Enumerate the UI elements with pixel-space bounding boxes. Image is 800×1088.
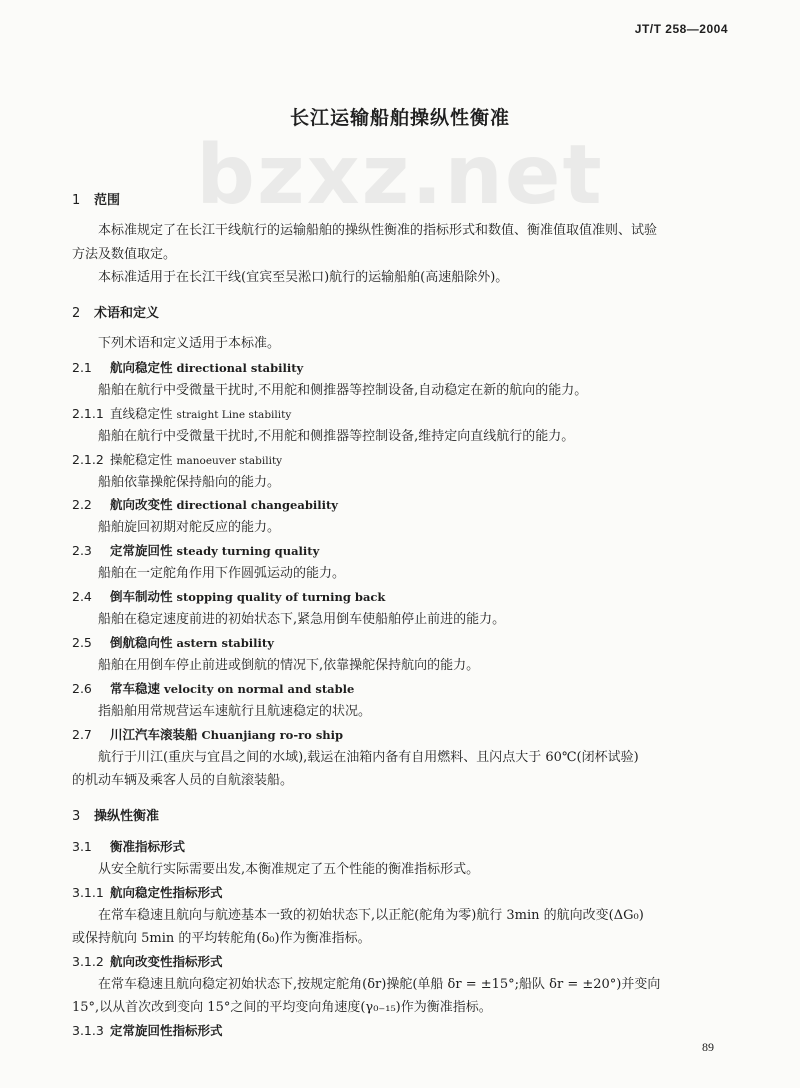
subsection-heading xyxy=(72,681,354,697)
subsection-number: 2.4 xyxy=(72,589,92,604)
section-heading xyxy=(72,809,159,825)
standard-code: JT/T 258—2004 xyxy=(634,22,728,36)
paragraph-line: 或保持航向 5min 的平均转舵角(δ₀)作为衡准指标。 xyxy=(72,931,371,946)
subsection-heading xyxy=(72,497,338,513)
section-title: 范围 xyxy=(94,193,121,208)
subsection-heading xyxy=(72,406,291,423)
term-english: manoeuver stability xyxy=(176,455,283,467)
subsection-number: 2.1.2 xyxy=(72,452,104,467)
term-english: astern stability xyxy=(176,636,274,650)
subsection-number: 2.1.1 xyxy=(72,406,104,421)
subsection-heading xyxy=(72,1023,223,1039)
document-title: 长江运输船舶操纵性衡准 xyxy=(289,107,510,129)
paragraph-line: 船舶在用倒车停止前进或倒航的情况下,依靠操舵保持航向的能力。 xyxy=(98,658,480,673)
term-english: steady turning quality xyxy=(176,544,320,558)
paragraph-line: 指船舶用常规营运车速航行且航速稳定的状况。 xyxy=(98,704,372,719)
subsection-number: 3.1.3 xyxy=(72,1023,104,1038)
paragraph-line: 15°,以从首次改到变向 15°之间的平均变向角速度(γ₀₋₁₅)作为衡准指标。 xyxy=(72,1000,492,1015)
term-english: stopping quality of turning back xyxy=(176,590,386,604)
paragraph-line: 船舶在一定舵角作用下作圆弧运动的能力。 xyxy=(98,566,346,581)
paragraph-line: 在常车稳速且航向与航迹基本一致的初始状态下,以正舵(舵角为零)航行 3min 的航向改变(ΔG₀) xyxy=(98,908,644,923)
subsection-heading xyxy=(72,360,303,376)
paragraph-line: 本标准适用于在长江干线(宜宾至吴淞口)航行的运输船舶(高速船除外)。 xyxy=(98,270,509,285)
subsection-number: 3.1.1 xyxy=(72,885,104,900)
subsection-number: 3.1.2 xyxy=(72,954,104,969)
section-title: 术语和定义 xyxy=(94,306,160,321)
paragraph-line: 在常车稳速且航向稳定初始状态下,按规定舵角(δr)操舵(单船 δr = ±15°;船队 δr = ±20°)并变向 xyxy=(98,977,661,992)
paragraph-line: 船舶依靠操舵保持船向的能力。 xyxy=(98,475,281,490)
paragraph-line: 船舶旋回初期对舵反应的能力。 xyxy=(98,520,281,535)
term-chinese: 直线稳定性 xyxy=(110,406,173,421)
subsection-heading xyxy=(72,635,274,651)
term-chinese: 倒航稳向性 xyxy=(110,635,173,650)
subsection-heading xyxy=(72,543,319,559)
paragraph-line: 从安全航行实际需要出发,本衡准规定了五个性能的衡准指标形式。 xyxy=(98,862,480,877)
paragraph-line: 下列术语和定义适用于本标准。 xyxy=(98,336,281,351)
paragraph-line: 本标准规定了在长江干线航行的运输船舶的操纵性衡准的指标形式和数值、衡准值取值准则、试验 xyxy=(98,223,658,238)
subsection-number: 2.3 xyxy=(72,543,92,558)
paragraph-line: 航行于川江(重庆与宜昌之间的水域),载运在油箱内备有自用燃料、且闪点大于 60℃(闭杯试验) xyxy=(98,750,639,765)
paragraph-line: 方法及数值取定。 xyxy=(72,247,177,262)
section-number: 3 xyxy=(72,809,81,824)
section-title: 操纵性衡准 xyxy=(94,809,160,824)
term-chinese: 衡准指标形式 xyxy=(110,839,186,854)
term-chinese: 川江汽车滚装船 xyxy=(110,727,198,742)
section-heading xyxy=(72,306,159,322)
paragraph-line: 船舶在航行中受微量干扰时,不用舵和侧推器等控制设备,维持定向直线航行的能力。 xyxy=(98,429,575,444)
term-chinese: 操舵稳定性 xyxy=(110,452,173,467)
subsection-heading xyxy=(72,839,185,855)
paragraph-line: 船舶在稳定速度前进的初始状态下,紧急用倒车使船舶停止前进的能力。 xyxy=(98,612,506,627)
term-english: straight Line stability xyxy=(176,409,292,421)
subsection-number: 2.6 xyxy=(72,681,92,696)
subsection-heading xyxy=(72,954,223,970)
term-chinese: 航向稳定性指标形式 xyxy=(110,885,223,900)
term-chinese: 定常旋回性指标形式 xyxy=(110,1023,223,1038)
term-chinese: 航向改变性指标形式 xyxy=(110,954,223,969)
subsection-heading xyxy=(72,589,385,605)
subsection-number: 2.2 xyxy=(72,497,92,512)
subsection-number: 2.1 xyxy=(72,360,92,375)
term-chinese: 常车稳速 xyxy=(110,681,161,696)
section-number: 2 xyxy=(72,306,81,321)
subsection-heading xyxy=(72,452,282,469)
subsection-number: 2.7 xyxy=(72,727,92,742)
subsection-number: 3.1 xyxy=(72,839,92,854)
term-chinese: 倒车制动性 xyxy=(110,589,173,604)
term-chinese: 航向改变性 xyxy=(110,497,173,512)
term-english: Chuanjiang ro-ro ship xyxy=(201,728,344,742)
section-number: 1 xyxy=(72,193,81,208)
paragraph-line: 船舶在航行中受微量干扰时,不用舵和侧推器等控制设备,自动稳定在新的航向的能力。 xyxy=(98,383,588,398)
page-number: 89 xyxy=(702,1040,714,1054)
term-english: directional stability xyxy=(176,361,304,375)
subsection-number: 2.5 xyxy=(72,635,92,650)
paragraph-line: 的机动车辆及乘客人员的自航滚装船。 xyxy=(72,773,294,788)
section-heading xyxy=(72,193,120,209)
subsection-heading xyxy=(72,885,223,901)
watermark: bzxz.net xyxy=(196,128,604,223)
term-english: velocity on normal and stable xyxy=(164,682,355,696)
term-english: directional changeability xyxy=(176,498,338,512)
term-chinese: 航向稳定性 xyxy=(110,360,173,375)
term-chinese: 定常旋回性 xyxy=(110,543,173,558)
subsection-heading xyxy=(72,727,343,743)
